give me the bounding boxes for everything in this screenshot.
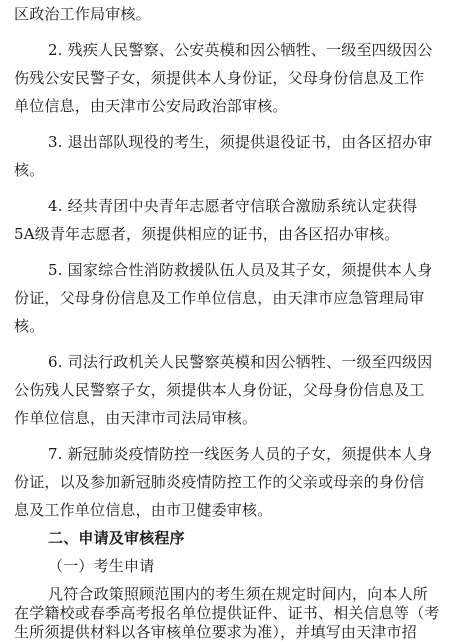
text-line: 份证，以及参加新冠肺炎疫情防控工作的父亲或母亲的身份信 [14, 473, 425, 491]
text-line: 伤残公安民警子女，须提供本人身份证，父母身份信息及工作 [14, 69, 425, 87]
subsection-heading: （一）考生申请 [48, 557, 155, 575]
text-line: 核。 [14, 161, 45, 179]
text-line: 生所须提供材料以各审核单位要求为准），并填写由天津市招 [14, 623, 417, 641]
text-line: 核。 [14, 317, 45, 335]
text-line: 2. 残疾人民警察、公安英模和因公牺牲、一级至四级因公 [48, 41, 433, 59]
text-line: 6. 司法行政机关人民警察英模和因公牺牲、一级至四级因 [48, 353, 433, 371]
text-line: 5A级青年志愿者，须提供相应的证书，由各区招办审核。 [14, 225, 400, 243]
text-line: 份证，父母身份信息及工作单位信息，由天津市应急管理局审 [14, 289, 425, 307]
text-line: 在学籍校或春季高考报名单位提供证件、证书、相关信息等（考 [14, 604, 440, 622]
text-line: 单位信息，由天津市公安局政治部审核。 [14, 97, 288, 115]
text-line: 公伤残人民警察子女，须提供本人身份证，父母身份信息及工 [14, 381, 425, 399]
text-line: 息及工作单位信息，由市卫健委审核。 [14, 501, 273, 519]
text-line: 区政治工作局审核。 [14, 5, 151, 23]
text-line: 4. 经共青团中央青年志愿者守信联合激励系统认定获得 [48, 197, 418, 215]
section-heading: 二、申请及审核程序 [48, 529, 185, 547]
text-line: 3. 退出部队现役的考生，须提供退役证书，由各区招办审 [48, 133, 433, 151]
text-line: 作单位信息，由天津市司法局审核。 [14, 409, 258, 427]
text-line: 凡符合政策照顾范围内的考生须在规定时间内，向本人所 [48, 585, 429, 603]
text-line: 7. 新冠肺炎疫情防控一线医务人员的子女，须提供本人身 [48, 445, 433, 463]
text-line: 5. 国家综合性消防救援队伍人员及其子女，须提供本人身 [48, 261, 433, 279]
